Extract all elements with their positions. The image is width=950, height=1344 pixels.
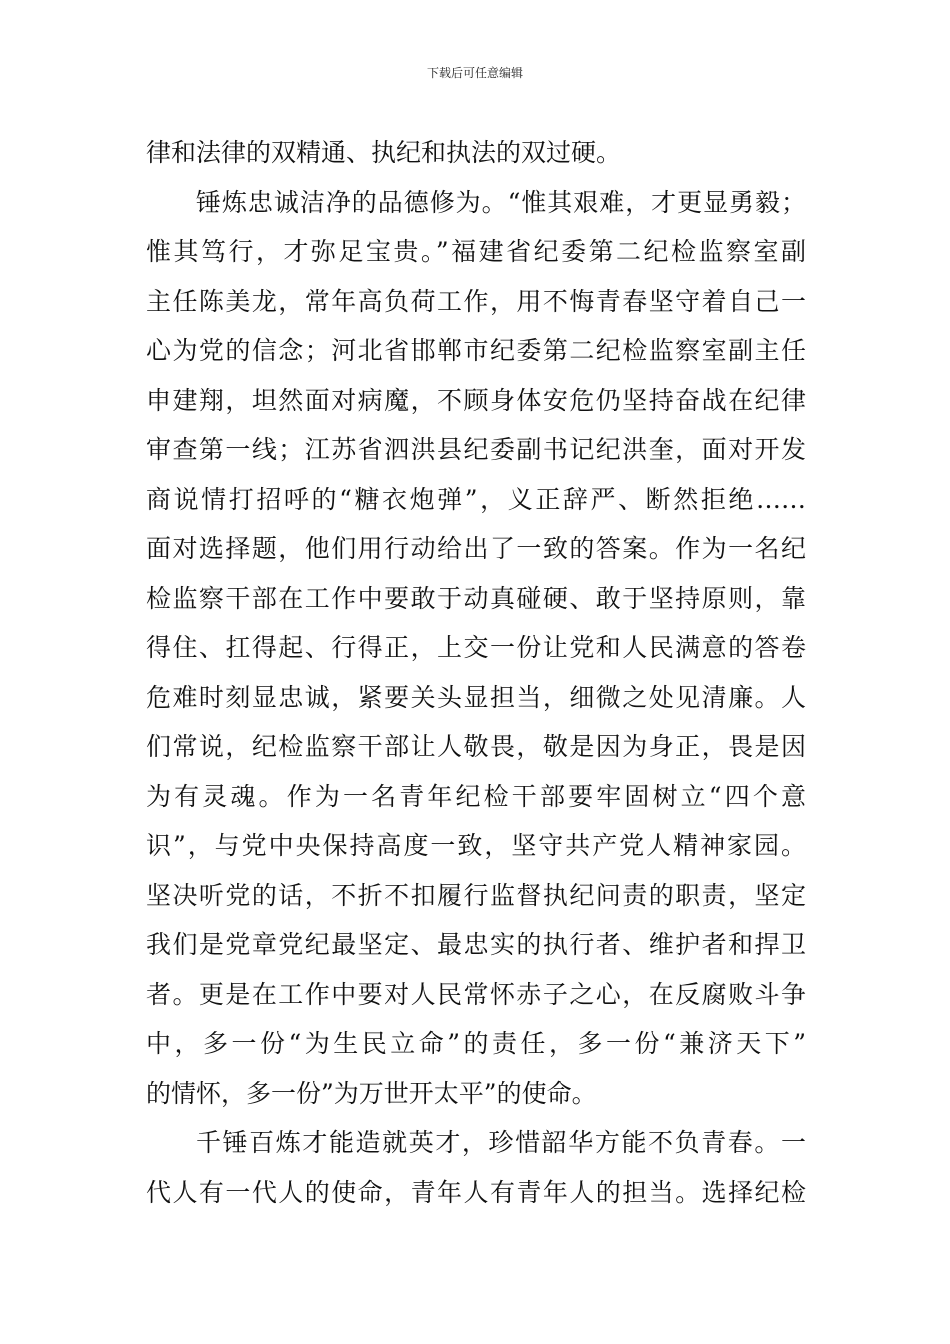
text-line: 审查第一线；江苏省泗洪县纪委副书记纪洪奎，面对开发	[146, 435, 806, 464]
paragraph-first-line: 千锤百炼才能造就英才，珍惜韶华方能不负青春。一	[196, 1128, 806, 1157]
text-line: 危难时刻显忠诚，紧要关头显担当，细微之处见清廉。人	[146, 682, 806, 712]
text-line: 代人有一代人的使命，青年人有青年人的担当。选择纪检	[146, 1177, 806, 1207]
text-line: 们常说，纪检监察干部让人敬畏，敬是因为身正，畏是因	[146, 732, 806, 761]
text-line: 面对选择题，他们用行动给出了一致的答案。作为一名纪	[146, 534, 806, 563]
page-header: 下载后可任意编辑	[426, 66, 523, 80]
text-line: 识”，与党中央保持高度一致，坚守共产党人精神家园。	[146, 831, 806, 860]
text-line: 商说情打招呼的“糖衣炮弹”，义正辞严、断然拒绝……	[146, 484, 806, 514]
text-line: 惟其笃行，才弥足宝贵。”福建省纪委第二纪检监察室副	[146, 237, 806, 266]
body-text	[146, 128, 806, 1217]
text-line: 我们是党章党纪最坚定、最忠实的执行者、维护者和捍卫	[146, 930, 806, 959]
text-line: 心为党的信念；河北省邯郸市纪委第二纪检监察室副主任	[146, 336, 806, 365]
text-line: 坚决听党的话，不折不扣履行监督执纪问责的职责，坚定	[146, 880, 806, 910]
text-line: 中，多一份“为生民立命”的责任，多一份“兼济天下”	[146, 1029, 806, 1058]
text-line: 的情怀，多一份”为万世开太平”的使命。	[146, 1078, 597, 1108]
paragraph-first-line: 锤炼忠诚洁净的品德修为。“惟其艰难，才更显勇毅；	[196, 187, 806, 217]
text-line: 检监察干部在工作中要敢于动真碰硬、敢于坚持原则，靠	[146, 583, 806, 613]
text-line: 为有灵魂。作为一名青年纪检干部要牢固树立“四个意	[146, 781, 806, 811]
text-line: 主任陈美龙，常年高负荷工作，用不悔青春坚守着自己一	[146, 286, 806, 316]
text-line: 者。更是在工作中要对人民常怀赤子之心，在反腐败斗争	[146, 979, 806, 1009]
text-line: 申建翔，坦然面对病魔，不顾身体安危仍坚持奋战在纪律	[146, 385, 806, 415]
text-line: 律和法律的双精通、执纪和执法的双过硬。	[146, 138, 622, 167]
text-line: 得住、扛得起、行得正，上交一份让党和人民满意的答卷	[146, 633, 806, 662]
